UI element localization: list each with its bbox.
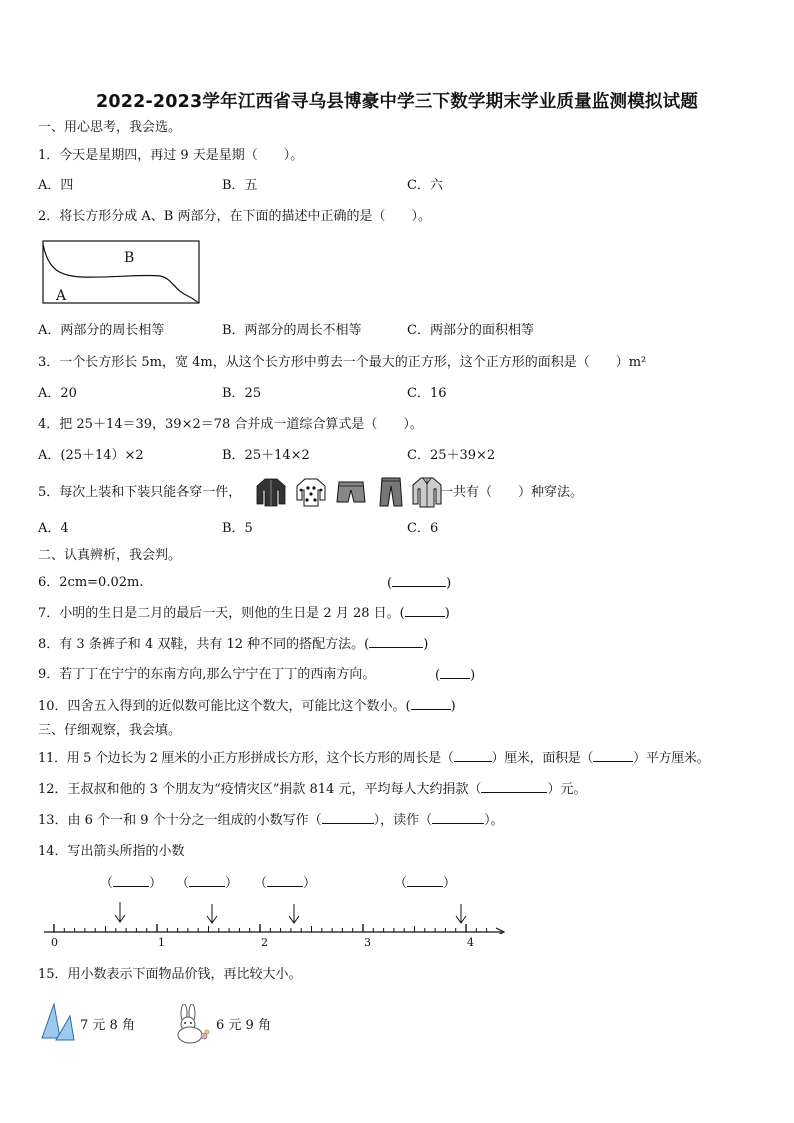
q5-option-c[interactable]: C．6 bbox=[407, 521, 439, 536]
blank-line bbox=[113, 874, 149, 887]
paren-close: ） bbox=[443, 876, 457, 891]
q10-blank-line[interactable] bbox=[411, 697, 451, 710]
q11-text-3: ）平方厘米。 bbox=[633, 751, 710, 766]
q13-text-3: ）。 bbox=[484, 813, 504, 828]
question-8 bbox=[38, 635, 428, 654]
blank-line bbox=[267, 874, 303, 887]
paren-close: ） bbox=[303, 876, 317, 891]
q10-text: 10．四舍五入得到的近似数可能比这个数大，可能比这个数小。( bbox=[38, 699, 411, 714]
question-9: 9．若丁丁在宁宁的东南方向,那么宁宁在丁丁的西南方向。 bbox=[38, 667, 376, 682]
q6-answer-blank[interactable] bbox=[387, 574, 451, 593]
question-12 bbox=[38, 780, 586, 799]
number-line-arrowhead bbox=[496, 928, 504, 934]
question-15: 15．用小数表示下面物品价钱，再比较大小。 bbox=[38, 967, 302, 982]
q6-close-paren: ) bbox=[446, 576, 452, 591]
question-2: 2．将长方形分成 A、B 两部分，在下面的描述中正确的是（ ）。 bbox=[38, 209, 431, 224]
paren-open: （ bbox=[394, 876, 408, 891]
question-6: 6．2cm=0.02m. bbox=[38, 575, 144, 590]
blank-line bbox=[189, 874, 225, 887]
paren-close: ） bbox=[225, 876, 239, 891]
q13-text-2: ），读作（ bbox=[373, 813, 433, 828]
q5-option-a[interactable]: A．4 bbox=[38, 521, 69, 536]
q13-read-blank[interactable] bbox=[432, 811, 484, 824]
tick-label-1: 1 bbox=[158, 936, 165, 949]
q2-option-c[interactable]: C．两部分的面积相等 bbox=[407, 323, 534, 338]
question-7 bbox=[38, 604, 450, 623]
q12-blank[interactable] bbox=[481, 780, 547, 793]
rabbit-toy-icon bbox=[170, 1004, 214, 1044]
question-14: 14．写出箭头所指的小数 bbox=[38, 844, 185, 859]
q1-option-c[interactable]: C．六 bbox=[407, 178, 443, 193]
paren-open: （ bbox=[100, 876, 114, 891]
question-4: 4．把 25＋14＝39，39×2＝78 合并成一道综合算式是（ ）。 bbox=[38, 417, 423, 432]
question-13 bbox=[38, 811, 504, 830]
q4-option-c[interactable]: C．25＋39×2 bbox=[407, 448, 496, 463]
number-line bbox=[40, 898, 510, 934]
q14-blank-1[interactable] bbox=[100, 874, 162, 893]
q12-text-1: 12．王叔叔和他的 3 个朋友为“疫情灾区”捐款 814 元，平均每人大约捐款（ bbox=[38, 782, 482, 797]
q5-option-b[interactable]: B．5 bbox=[222, 521, 253, 536]
q11-area-blank[interactable] bbox=[593, 749, 633, 762]
question-5-end: 一共有（ ）种穿法。 bbox=[440, 485, 584, 500]
q1-option-a[interactable]: A．四 bbox=[38, 178, 74, 193]
region-a-label: A bbox=[56, 288, 67, 304]
question-10 bbox=[38, 697, 456, 716]
paren-close: ） bbox=[149, 876, 163, 891]
tick-label-3: 3 bbox=[364, 936, 371, 949]
q13-written-blank[interactable] bbox=[322, 811, 374, 824]
q7-blank-line[interactable] bbox=[405, 604, 445, 617]
q12-text-2: ）元。 bbox=[547, 782, 587, 797]
section-3-heading: 三、仔细观察，我会填。 bbox=[38, 723, 182, 738]
arrow-1 bbox=[115, 902, 125, 922]
q11-perimeter-blank[interactable] bbox=[454, 749, 492, 762]
q7-text: 7．小明的生日是二月的最后一天，则他的生日是 2 月 28 日。( bbox=[38, 606, 405, 621]
paren-open: （ bbox=[176, 876, 190, 891]
q7-close-paren: ) bbox=[444, 606, 450, 621]
q6-open-paren: ( bbox=[387, 576, 393, 591]
triangle-ruler-icon bbox=[40, 1002, 76, 1042]
coat-icon bbox=[411, 476, 443, 508]
q9-blank-line bbox=[440, 666, 470, 679]
q9-open-paren: ( bbox=[435, 668, 441, 683]
page-title: 2022-2023学年江西省寻乌县博豪中学三下数学期末学业质量监测模拟试题 bbox=[95, 92, 699, 112]
shorts-icon bbox=[335, 476, 367, 508]
arrow-3 bbox=[289, 904, 299, 923]
q1-option-b[interactable]: B．五 bbox=[222, 178, 258, 193]
q2-option-a[interactable]: A．两部分的周长相等 bbox=[38, 323, 165, 338]
paren-open: （ bbox=[254, 876, 268, 891]
q11-text-2: ）厘米，面积是（ bbox=[491, 751, 594, 766]
q9-close-paren: ) bbox=[470, 668, 476, 683]
q13-text-1: 13．由 6 个一和 9 个十分之一组成的小数写作（ bbox=[38, 813, 322, 828]
q3-option-a[interactable]: A．20 bbox=[38, 386, 77, 401]
q2-option-b[interactable]: B．两部分的周长不相等 bbox=[222, 323, 362, 338]
q4-option-b[interactable]: B．25＋14×2 bbox=[222, 448, 310, 463]
tick-label-2: 2 bbox=[261, 936, 268, 949]
question-3: 3．一个长方形长 5m，宽 4m，从这个长方形中剪去一个最大的正方形，这个正方形的面积是（ ）m² bbox=[38, 355, 647, 370]
q9-answer-blank[interactable] bbox=[435, 666, 475, 685]
q3-option-c[interactable]: C．16 bbox=[407, 386, 447, 401]
q11-text-1: 11．用 5 个边长为 2 厘米的小正方形拼成长方形，这个长方形的周长是（ bbox=[38, 751, 454, 766]
q14-blank-4[interactable] bbox=[394, 874, 456, 893]
q3-option-b[interactable]: B．25 bbox=[222, 386, 262, 401]
clothing-images bbox=[255, 476, 445, 508]
tick-label-4: 4 bbox=[467, 936, 474, 949]
arrow-4 bbox=[456, 904, 466, 923]
region-b-label: B bbox=[124, 250, 135, 266]
q6-blank-line bbox=[392, 574, 446, 587]
q8-close-paren: ) bbox=[423, 637, 429, 652]
trousers-icon bbox=[375, 476, 407, 508]
polka-dot-shirt-icon bbox=[295, 476, 327, 508]
question-5-start: 5．每次上装和下装只能各穿一件， bbox=[38, 485, 242, 500]
q14-blank-2[interactable] bbox=[176, 874, 238, 893]
jacket-icon bbox=[255, 476, 287, 508]
price-1: 7 元 8 角 bbox=[80, 1018, 135, 1033]
q14-blank-3[interactable] bbox=[254, 874, 316, 893]
q8-blank-line[interactable] bbox=[369, 635, 423, 648]
arrow-2 bbox=[207, 904, 217, 923]
price-2: 6 元 9 角 bbox=[216, 1018, 271, 1033]
tick-label-0: 0 bbox=[51, 936, 58, 949]
blank-line bbox=[407, 874, 443, 887]
q10-close-paren: ) bbox=[450, 699, 456, 714]
section-2-heading: 二、认真辨析，我会判。 bbox=[38, 548, 182, 563]
section-1-heading: 一、用心思考，我会选。 bbox=[38, 120, 182, 135]
question-11 bbox=[38, 749, 709, 768]
question-1: 1．今天是星期四，再过 9 天是星期（ ）。 bbox=[38, 148, 304, 163]
q8-text: 8．有 3 条裤子和 4 双鞋，共有 12 种不同的搭配方法。( bbox=[38, 637, 370, 652]
q4-option-a[interactable]: A．(25＋14）×2 bbox=[38, 448, 144, 463]
